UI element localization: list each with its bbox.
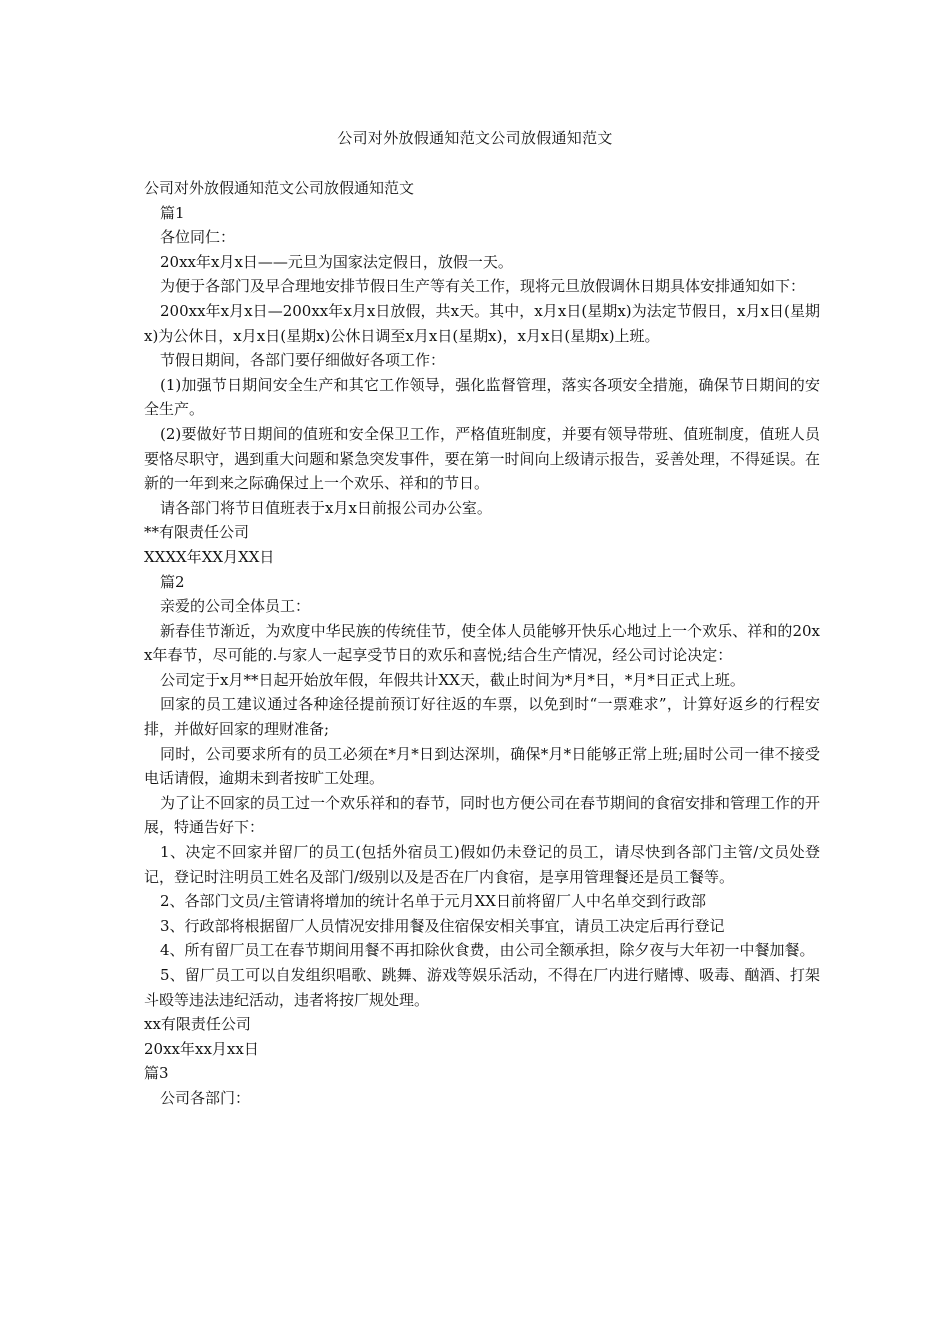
paragraph: 新春佳节渐近，为欢度中华民族的传统佳节，使全体人员能够开快乐心地过上一个欢乐、祥和的20xx年春节，尽可能的.与家人一起享受节日的欢乐和喜悦;结合生产情况，经公司讨论决定： [144,621,820,665]
paragraph: 篇2 [160,572,185,591]
paragraph: 2、各部门文员/主管请将增加的统计名单于元月XX日前将留厂人中名单交到行政部 [160,892,706,911]
document-body [144,176,820,1111]
paragraph: 4、所有留厂员工在春节期间用餐不再扣除伙食费，由公司全额承担，除夕夜与大年初一中餐加餐。 [160,941,815,960]
paragraph: 公司对外放假通知范文公司放假通知范文 [144,179,415,197]
paragraph: 公司各部门： [160,1088,251,1107]
paragraph: 200xx年x月x日—200xx年x月x日放假，共x天。其中，x月x日(星期x)为法定节假日，x月x日(星期x)为公休日，x月x日(星期x)公休日调至x月x日(星期x)，x月x日(星期x)上班。 [144,301,820,345]
paragraph: 20xx年x月x日——元旦为国家法定假日，放假一天。 [160,252,513,271]
paragraph: 篇3 [144,1064,169,1083]
paragraph: 为便于各部门及早合理地安排节假日生产等有关工作，现将元旦放假调休日期具体安排通知如下： [160,277,806,296]
paragraph: (2)要做好节日期间的值班和安全保卫工作，严格值班制度，并要有领导带班、值班制度，值班人员要恪尽职守，遇到重大问题和紧急突发事件，要在第一时间向上级请示报告，妥善处理，不得延误。在新的一年到来之际确保过上一个欢乐、祥和的节日。 [144,424,820,493]
paragraph: 回家的员工建议通过各种途径提前预订好往返的车票，以免到时“一票难求”，计算好返乡的行程安排，并做好回家的理财准备; [144,695,820,739]
paragraph: 亲爱的公司全体员工： [160,597,311,616]
paragraph: 请各部门将节日值班表于x月x日前报公司办公室。 [160,498,492,517]
paragraph: 同时，公司要求所有的员工必须在*月*日到达深圳，确保*月*日能够正常上班;届时公司一律不接受电话请假，逾期未到者按旷工处理。 [144,744,820,788]
paragraph: 3、行政部将根据留厂人员情况安排用餐及住宿保安相关事宜，请员工决定后再行登记 [160,916,725,935]
paragraph: (1)加强节日期间安全生产和其它工作领导，强化监督管理，落实各项安全措施，确保节日期间的安全生产。 [144,375,820,419]
paragraph: 为了让不回家的员工过一个欢乐祥和的春节，同时也方便公司在春节期间的食宿安排和管理工作的开展，特通告好下： [144,793,821,837]
paragraph: 各位同仁： [160,228,236,247]
paragraph: 20xx年xx月xx日 [144,1039,259,1058]
paragraph: 篇1 [160,203,185,222]
paragraph: 5、留厂员工可以自发组织唱歌、跳舞、游戏等娱乐活动，不得在厂内进行赌博、吸毒、酗酒、打架斗殴等违法违纪活动，违者将按厂规处理。 [144,966,820,1009]
paragraph: 1、决定不回家并留厂的员工(包括外宿员工)假如仍未登记的员工，请尽快到各部门主管/文员处登记，登记时注明员工姓名及部门/级别以及是否在厂内食宿，是享用管理餐还是员工餐等。 [144,843,820,886]
document-title: 公司对外放假通知范文公司放假通知范文 [337,129,613,147]
paragraph: **有限责任公司 [144,523,250,542]
paragraph: xx有限责任公司 [144,1015,251,1034]
paragraph: 公司定于x月**日起开始放年假，年假共计XX天，截止时间为*月*日，*月*日正式上班。 [160,670,745,689]
paragraph: XXXX年XX月XX日 [144,547,275,566]
paragraph: 节假日期间，各部门要仔细做好各项工作： [160,351,446,370]
